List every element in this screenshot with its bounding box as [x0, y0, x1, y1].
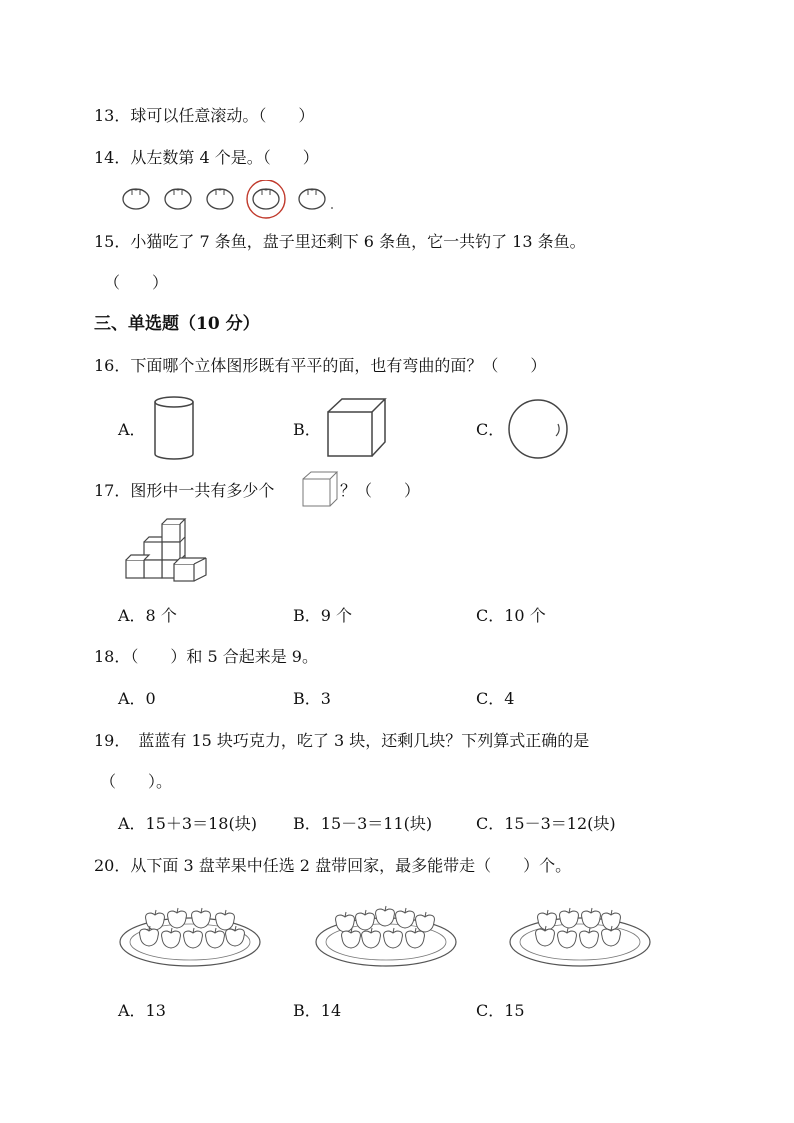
question-17-tail: ？（ ）	[340, 481, 421, 500]
option-17-c: C．10 个	[476, 606, 546, 625]
apple-plate-icon	[508, 902, 653, 970]
option-16-c: C．	[476, 420, 505, 439]
persimmon-icon	[207, 189, 233, 209]
small-cube-icon	[301, 470, 339, 508]
persimmon-icon	[123, 189, 149, 209]
persimmon-row	[118, 180, 348, 220]
option-17-a: A．8 个	[118, 606, 177, 625]
question-19-blank: （ ）。	[100, 772, 173, 791]
question-15: 15．小猫吃了 7 条鱼，盘子里还剩下 6 条鱼，它一共钓了 13 条鱼。	[94, 232, 586, 251]
option-17-b: B．9 个	[293, 606, 353, 625]
option-19-b: B．15－3＝11(块)	[293, 814, 433, 833]
option-16-a: A．	[118, 420, 146, 439]
question-18: 18．（ ）和 5 合起来是 9。	[94, 647, 318, 666]
option-16-b: B．	[293, 420, 321, 439]
option-20-c: C．15	[476, 1001, 525, 1020]
question-19: 19． 蓝蓝有 15 块巧克力，吃了 3 块，还剩几块？下列算式正确的是	[94, 731, 590, 750]
cube-stack-icon	[124, 516, 214, 584]
apple-plate-icon	[314, 902, 459, 970]
question-15-blank: （ ）	[104, 273, 169, 292]
option-18-b: B．3	[293, 689, 331, 708]
cylinder-icon	[150, 394, 198, 464]
question-14: 14．从左数第 4 个是。（ ）	[94, 148, 319, 167]
persimmon-icon	[253, 189, 279, 209]
question-17: 17．图形中一共有多少个	[94, 481, 275, 500]
apple-plate-icon	[118, 902, 263, 970]
option-19-c: C．15－3＝12(块)	[476, 814, 616, 833]
option-20-b: B．14	[293, 1001, 342, 1020]
section-heading: 三、单选题（10 分）	[94, 314, 260, 334]
persimmon-icon	[299, 189, 325, 209]
persimmon-icon	[165, 189, 191, 209]
option-20-a: A．13	[118, 1001, 166, 1020]
cube-icon	[324, 396, 388, 458]
option-18-a: A．0	[118, 689, 156, 708]
option-18-c: C．4	[476, 689, 515, 708]
sphere-icon	[506, 398, 570, 460]
question-13: 13．球可以任意滚动。（ ）	[94, 106, 315, 125]
question-16: 16．下面哪个立体图形既有平平的面，也有弯曲的面？（ ）	[94, 356, 547, 375]
question-20: 20．从下面 3 盘苹果中任选 2 盘带回家，最多能带走（ ）个。	[94, 856, 572, 875]
option-19-a: A．15＋3＝18(块)	[118, 814, 257, 833]
